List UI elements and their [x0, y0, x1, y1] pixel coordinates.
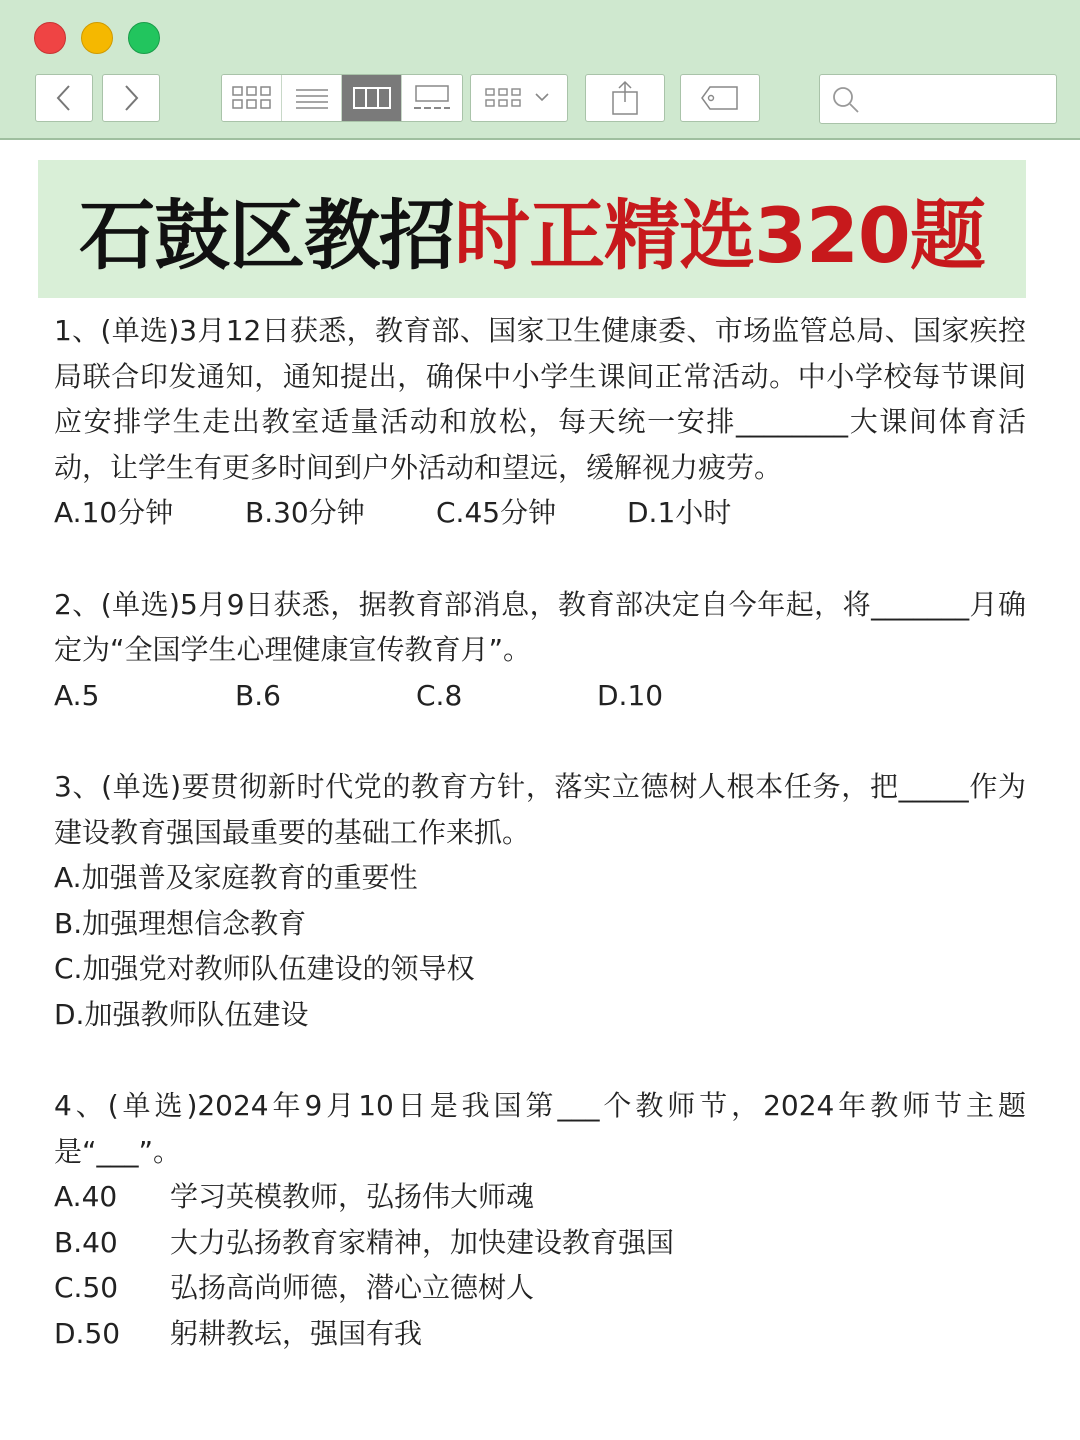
columns-icon: [353, 87, 391, 109]
column-view-button[interactable]: [342, 75, 402, 121]
search-icon: [832, 86, 860, 114]
view-mode-switcher: [221, 74, 463, 122]
close-window-button[interactable]: [34, 22, 66, 54]
option-c[interactable]: [54, 1265, 1026, 1311]
list-icon: [295, 87, 329, 109]
tag-button[interactable]: [680, 74, 760, 122]
option-c[interactable]: C.8: [416, 678, 463, 712]
question-1: [54, 308, 1026, 536]
option-b[interactable]: [54, 1220, 1026, 1266]
option-text: 躬耕教坛，强国有我: [170, 1316, 423, 1350]
grid-dropdown-icon: [484, 85, 554, 111]
gallery-view-button[interactable]: [402, 75, 462, 121]
question-2: [54, 582, 1026, 719]
question-stem: 3、(单选)要贯彻新时代党的教育方针，落实立德树人根本任务，把_____作为建设教育强国最重要的基础工作来抓。: [54, 770, 1026, 849]
option-letter: D.50: [54, 1316, 121, 1350]
options-row: [54, 673, 1026, 719]
tag-icon: [700, 85, 740, 111]
options-row: [54, 490, 1026, 536]
option-b[interactable]: B.6: [235, 678, 281, 712]
option-a[interactable]: A.5: [54, 678, 100, 712]
option-letter: B.40: [54, 1225, 118, 1259]
chevron-left-icon: [54, 83, 74, 113]
option-c[interactable]: C.45分钟: [436, 496, 557, 529]
search-field[interactable]: [819, 74, 1057, 124]
group-by-dropdown[interactable]: [470, 74, 568, 122]
option-letter: C.50: [54, 1271, 119, 1304]
option-d[interactable]: D.1小时: [627, 496, 732, 529]
page-title: [79, 175, 985, 284]
title-part-red: 时正精选320题: [454, 190, 985, 280]
question-3: [54, 764, 1026, 1037]
option-b[interactable]: B.加强理想信念教育: [54, 906, 307, 940]
title-banner: [38, 160, 1026, 298]
option-letter: A.40: [54, 1180, 118, 1213]
question-stem: 1、(单选)3月12日获悉，教育部、国家卫生健康委、市场监管总局、国家疾控局联合印发通知，通知提出，确保中小学生课间正常活动。中小学校每节课间应安排学生走出教室适量活动和放松，每天统一安排________大课间体育活动，让学生有更多时间到户外活动和望远，缓解视力疲劳。: [54, 314, 1026, 484]
list-view-button[interactable]: [282, 75, 342, 121]
option-d[interactable]: D.10: [597, 678, 664, 712]
option-text: 大力弘扬教育家精神，加快建设教育强国: [170, 1225, 675, 1259]
question-4: [54, 1083, 1026, 1356]
option-a[interactable]: A.加强普及家庭教育的重要性: [54, 861, 418, 894]
option-a[interactable]: [54, 1174, 1026, 1220]
gallery-icon: [413, 85, 451, 111]
option-d[interactable]: [54, 1311, 1026, 1357]
option-b[interactable]: B.30分钟: [245, 496, 365, 529]
grid-icon: [232, 85, 272, 111]
option-a[interactable]: A.10分钟: [54, 496, 174, 529]
forward-button[interactable]: [102, 74, 160, 122]
option-d[interactable]: D.加强教师队伍建设: [54, 997, 309, 1031]
question-stem: 4、(单选)2024年9月10日是我国第___个教师节，2024年教师节主题是“___”。: [54, 1089, 1026, 1168]
option-text: 学习英模教师，弘扬伟大师魂: [170, 1180, 535, 1213]
icon-view-button[interactable]: [222, 75, 282, 121]
share-button[interactable]: [585, 74, 665, 122]
back-button[interactable]: [35, 74, 93, 122]
option-c[interactable]: C.加强党对教师队伍建设的领导权: [54, 952, 475, 985]
question-list: [54, 308, 1026, 1402]
maximize-window-button[interactable]: [128, 22, 160, 54]
question-stem: 2、(单选)5月9日获悉，据教育部消息，教育部决定自今年起，将_______月确定为“全国学生心理健康宣传教育月”。: [54, 587, 1026, 666]
share-icon: [610, 80, 640, 116]
minimize-window-button[interactable]: [81, 22, 113, 54]
window-toolbar: [0, 0, 1080, 140]
option-text: 弘扬高尚师德，潜心立德树人: [170, 1271, 535, 1304]
chevron-right-icon: [121, 83, 141, 113]
title-part-black: 石鼓区教招: [79, 190, 455, 280]
search-input[interactable]: [868, 83, 1048, 115]
